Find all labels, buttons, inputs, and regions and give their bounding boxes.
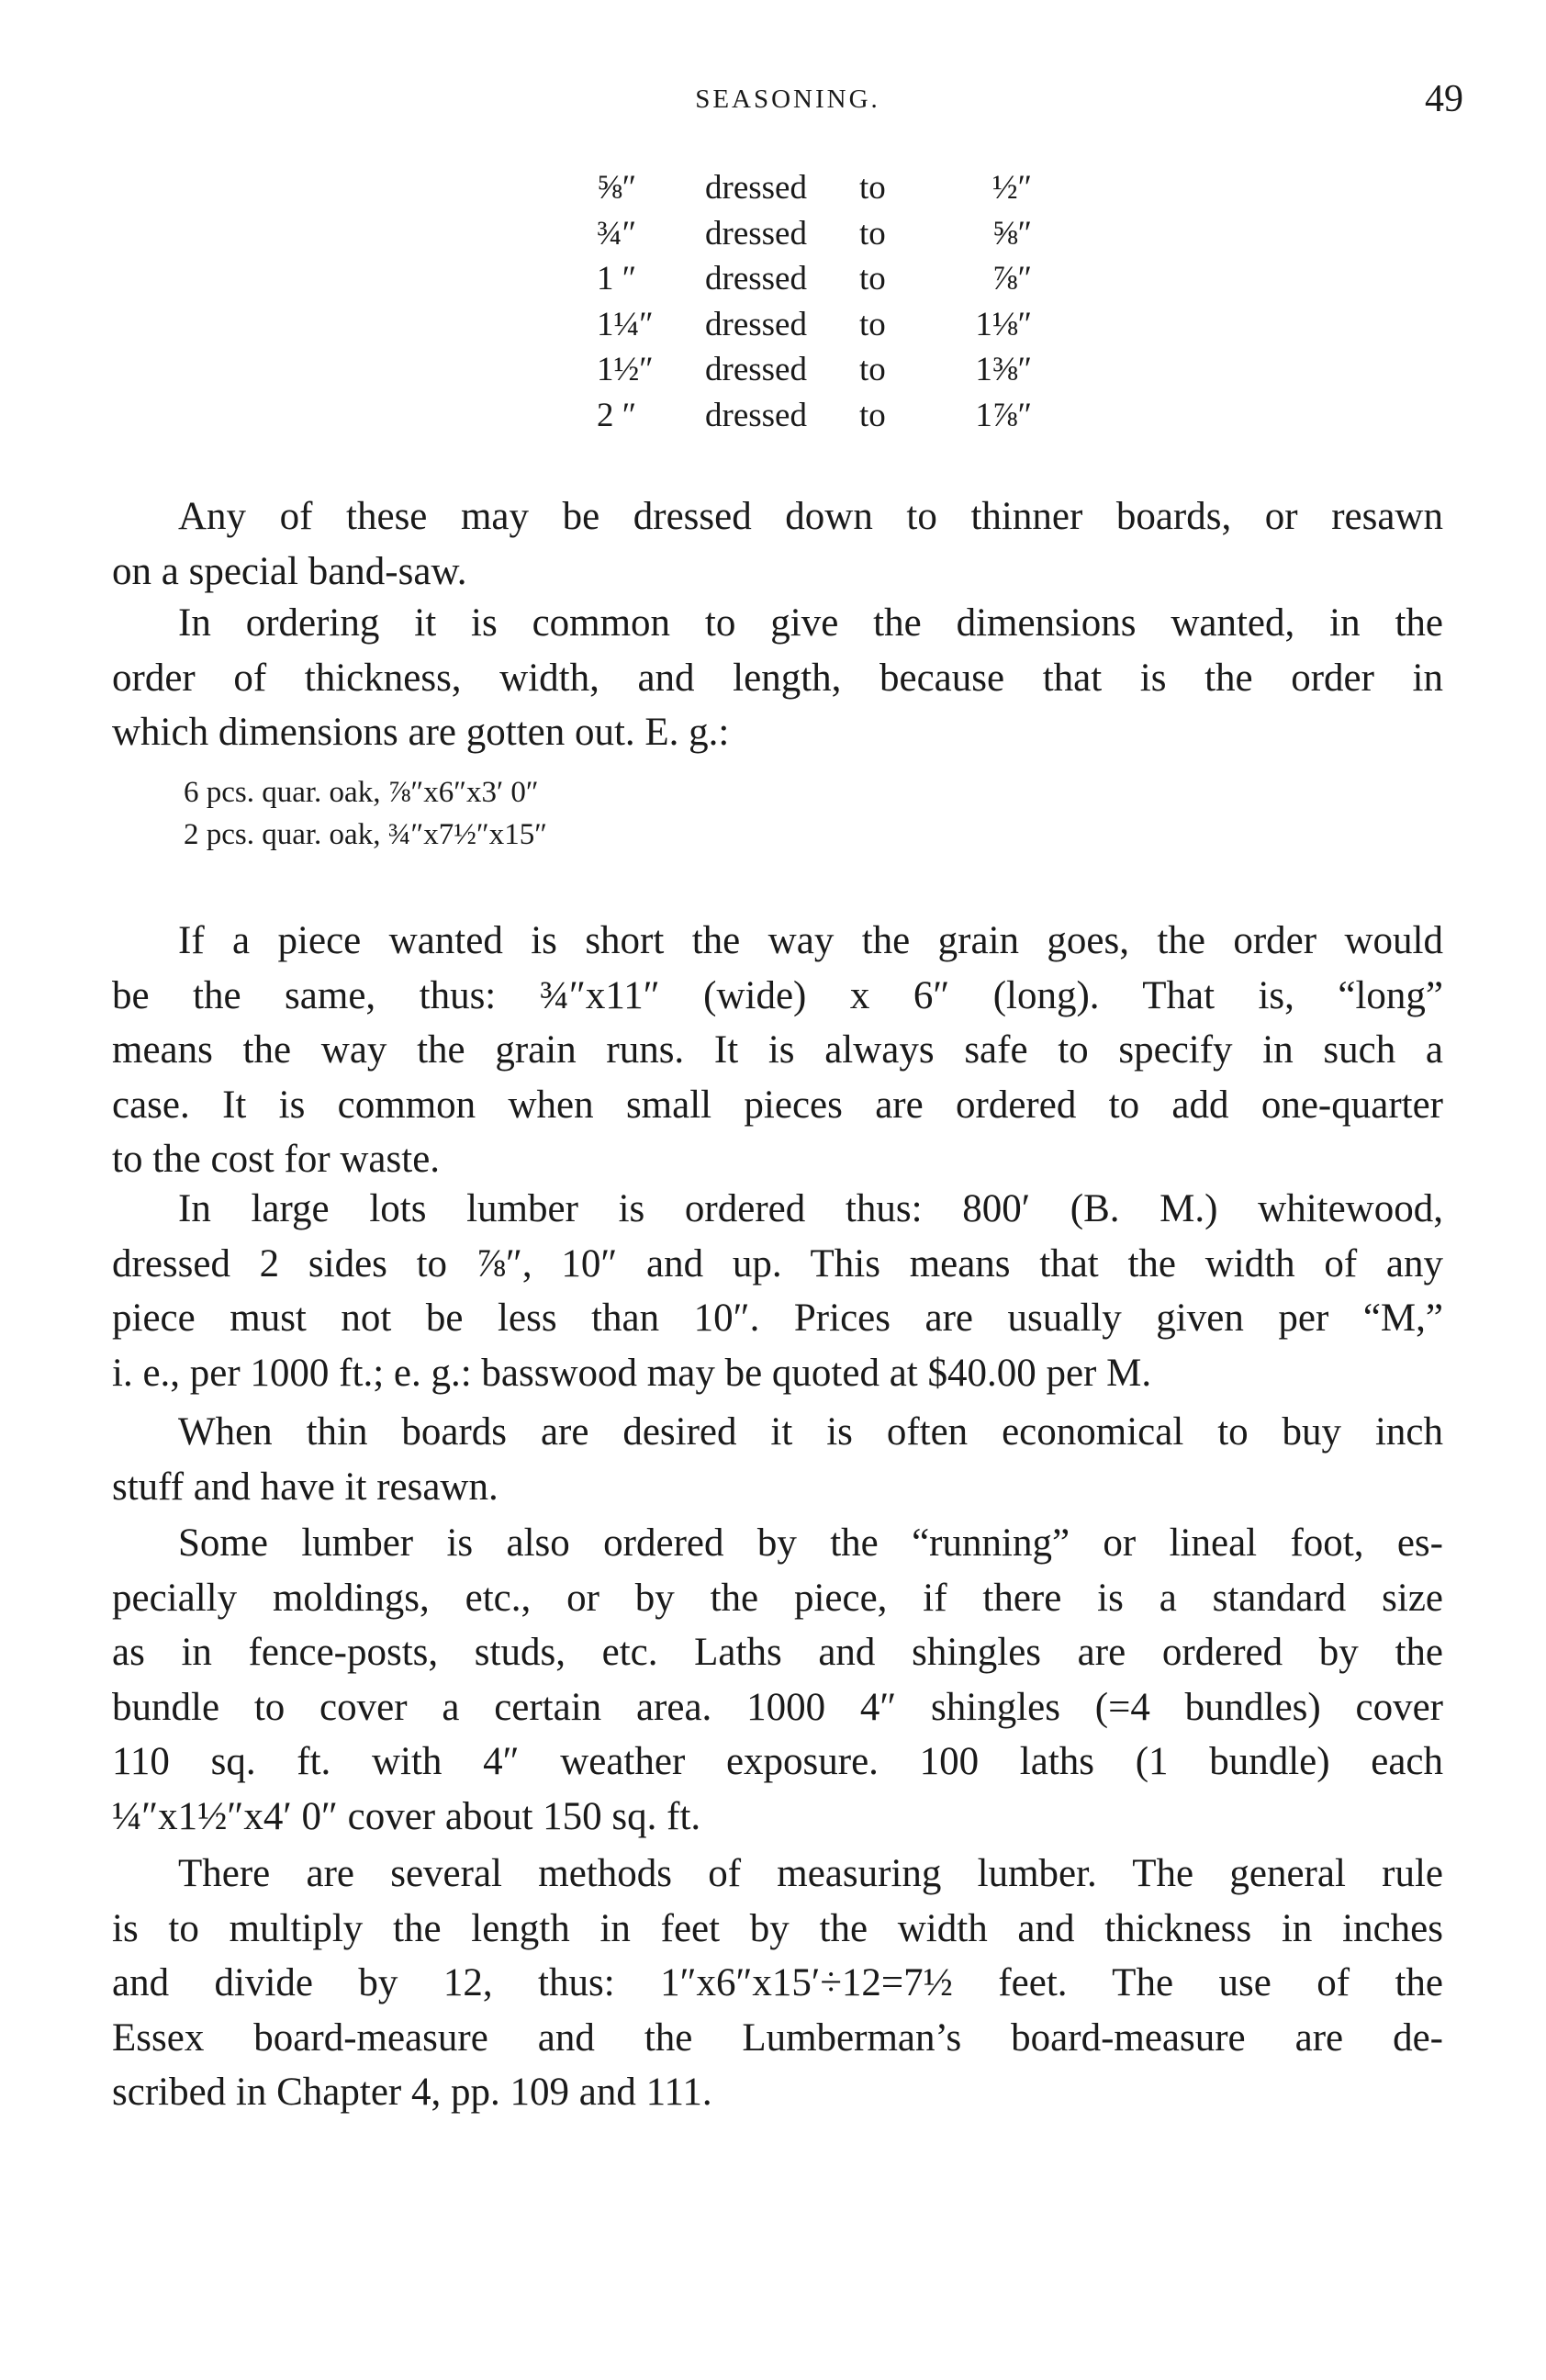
text-line: Some lumber is also ordered by the “running” or lineal foot, es- xyxy=(178,1521,1443,1565)
text-line: pecially moldings, etc., or by the piece, if there is a standard size xyxy=(112,1576,1443,1620)
paragraph xyxy=(112,1516,1443,1844)
cell-result: ½″ xyxy=(991,169,1032,207)
text-line: dressed 2 sides to ⅞″, 10″ and up. This means that the width of any xyxy=(112,1241,1443,1285)
cell-from: ⅝″ xyxy=(597,169,637,207)
text-line: scribed in Chapter 4, pp. 109 and 111. xyxy=(112,2071,712,2114)
cell-to: to xyxy=(859,260,886,298)
cell-word: dressed xyxy=(705,260,807,298)
cell-result: ⅝″ xyxy=(991,214,1032,253)
paragraph xyxy=(112,1182,1443,1400)
cell-from: 1 ″ xyxy=(597,260,637,298)
table-row xyxy=(597,347,1032,393)
cell-result: ⅞″ xyxy=(991,260,1032,298)
text-line: bundle to cover a certain area. 1000 4″ shingles (=4 bundles) cover xyxy=(112,1685,1443,1729)
cell-to: to xyxy=(859,169,886,207)
text-line: order of thickness, width, and length, because that is the order in xyxy=(112,656,1443,700)
text-line: There are several methods of measuring lumber. The general rule xyxy=(178,1852,1443,1895)
paragraph xyxy=(112,1405,1443,1514)
text-line: In large lots lumber is ordered thus: 800′ (B. M.) whitewood, xyxy=(178,1187,1443,1230)
cell-to: to xyxy=(859,305,886,343)
paragraph xyxy=(112,1847,1443,2120)
cell-to: to xyxy=(859,351,886,388)
example-line: 6 pcs. quar. oak, ⅞″x6″x3′ 0″ xyxy=(184,776,539,809)
order-examples xyxy=(184,771,547,856)
text-line: as in fence-posts, studs, etc. Laths and shingles are ordered by the xyxy=(112,1631,1443,1674)
cell-to: to xyxy=(859,214,886,253)
text-line: be the same, thus: ¾″x11″ (wide) x 6″ (long). That is, “long” xyxy=(112,973,1443,1017)
paragraph xyxy=(112,596,1443,760)
text-line: to the cost for waste. xyxy=(112,1138,441,1181)
example-line: 2 pcs. quar. oak, ¾″x7½″x15″ xyxy=(184,818,547,851)
cell-result: 1⅛″ xyxy=(975,305,1032,343)
cell-from: ¾″ xyxy=(597,214,637,253)
text-line: When thin boards are desired it is often economical to buy inch xyxy=(178,1410,1443,1454)
text-line: case. It is common when small pieces are ordered to add one-quarter xyxy=(112,1083,1443,1127)
cell-from: 1¼″ xyxy=(597,305,654,343)
text-line: 110 sq. ft. with 4″ weather exposure. 100 laths (1 bundle) each xyxy=(112,1740,1443,1783)
text-line: stuff and have it resawn. xyxy=(112,1465,499,1509)
cell-result: 1⅜″ xyxy=(975,351,1032,388)
cell-word: dressed xyxy=(705,351,807,388)
text-line: on a special band-saw. xyxy=(112,549,467,593)
cell-word: dressed xyxy=(705,214,807,253)
dressed-sizes-table xyxy=(597,165,1032,438)
text-line: In ordering it is common to give the dimensions wanted, in the xyxy=(178,601,1443,645)
running-title: SEASONING. xyxy=(695,84,880,114)
cell-from: 1½″ xyxy=(597,351,654,388)
table-row xyxy=(597,393,1032,439)
page-number: 49 xyxy=(1425,78,1463,120)
table-row xyxy=(597,302,1032,348)
cell-word: dressed xyxy=(705,169,807,207)
table-row xyxy=(597,165,1032,211)
paragraph xyxy=(112,914,1443,1187)
cell-word: dressed xyxy=(705,396,807,434)
text-line: If a piece wanted is short the way the grain goes, the order would xyxy=(178,919,1443,962)
text-line: piece must not be less than 10″. Prices are usually given per “M,” xyxy=(112,1297,1443,1340)
table-row xyxy=(597,211,1032,257)
cell-result: 1⅞″ xyxy=(975,396,1032,434)
table-row xyxy=(597,256,1032,302)
text-line: means the way the grain runs. It is always safe to specify in such a xyxy=(112,1028,1443,1072)
text-line: ¼″x1½″x4′ 0″ cover about 150 sq. ft. xyxy=(112,1794,701,1838)
text-line: Any of these may be dressed down to thinner boards, or resawn xyxy=(178,495,1443,538)
cell-from: 2 ″ xyxy=(597,396,637,434)
cell-to: to xyxy=(859,396,886,434)
cell-word: dressed xyxy=(705,305,807,343)
paragraph xyxy=(112,489,1443,599)
text-line: Essex board-measure and the Lumberman’s board-measure are de- xyxy=(112,2015,1443,2060)
text-line: and divide by 12, thus: 1″x6″x15′÷12=7½ feet. The use of the xyxy=(112,1961,1443,2004)
text-line: is to multiply the length in feet by the width and thickness in inches xyxy=(112,1906,1443,1950)
text-line: i. e., per 1000 ft.; e. g.: basswood may be quoted at $40.00 per M. xyxy=(112,1351,1152,1395)
text-line: which dimensions are gotten out. E. g.: xyxy=(112,711,730,754)
